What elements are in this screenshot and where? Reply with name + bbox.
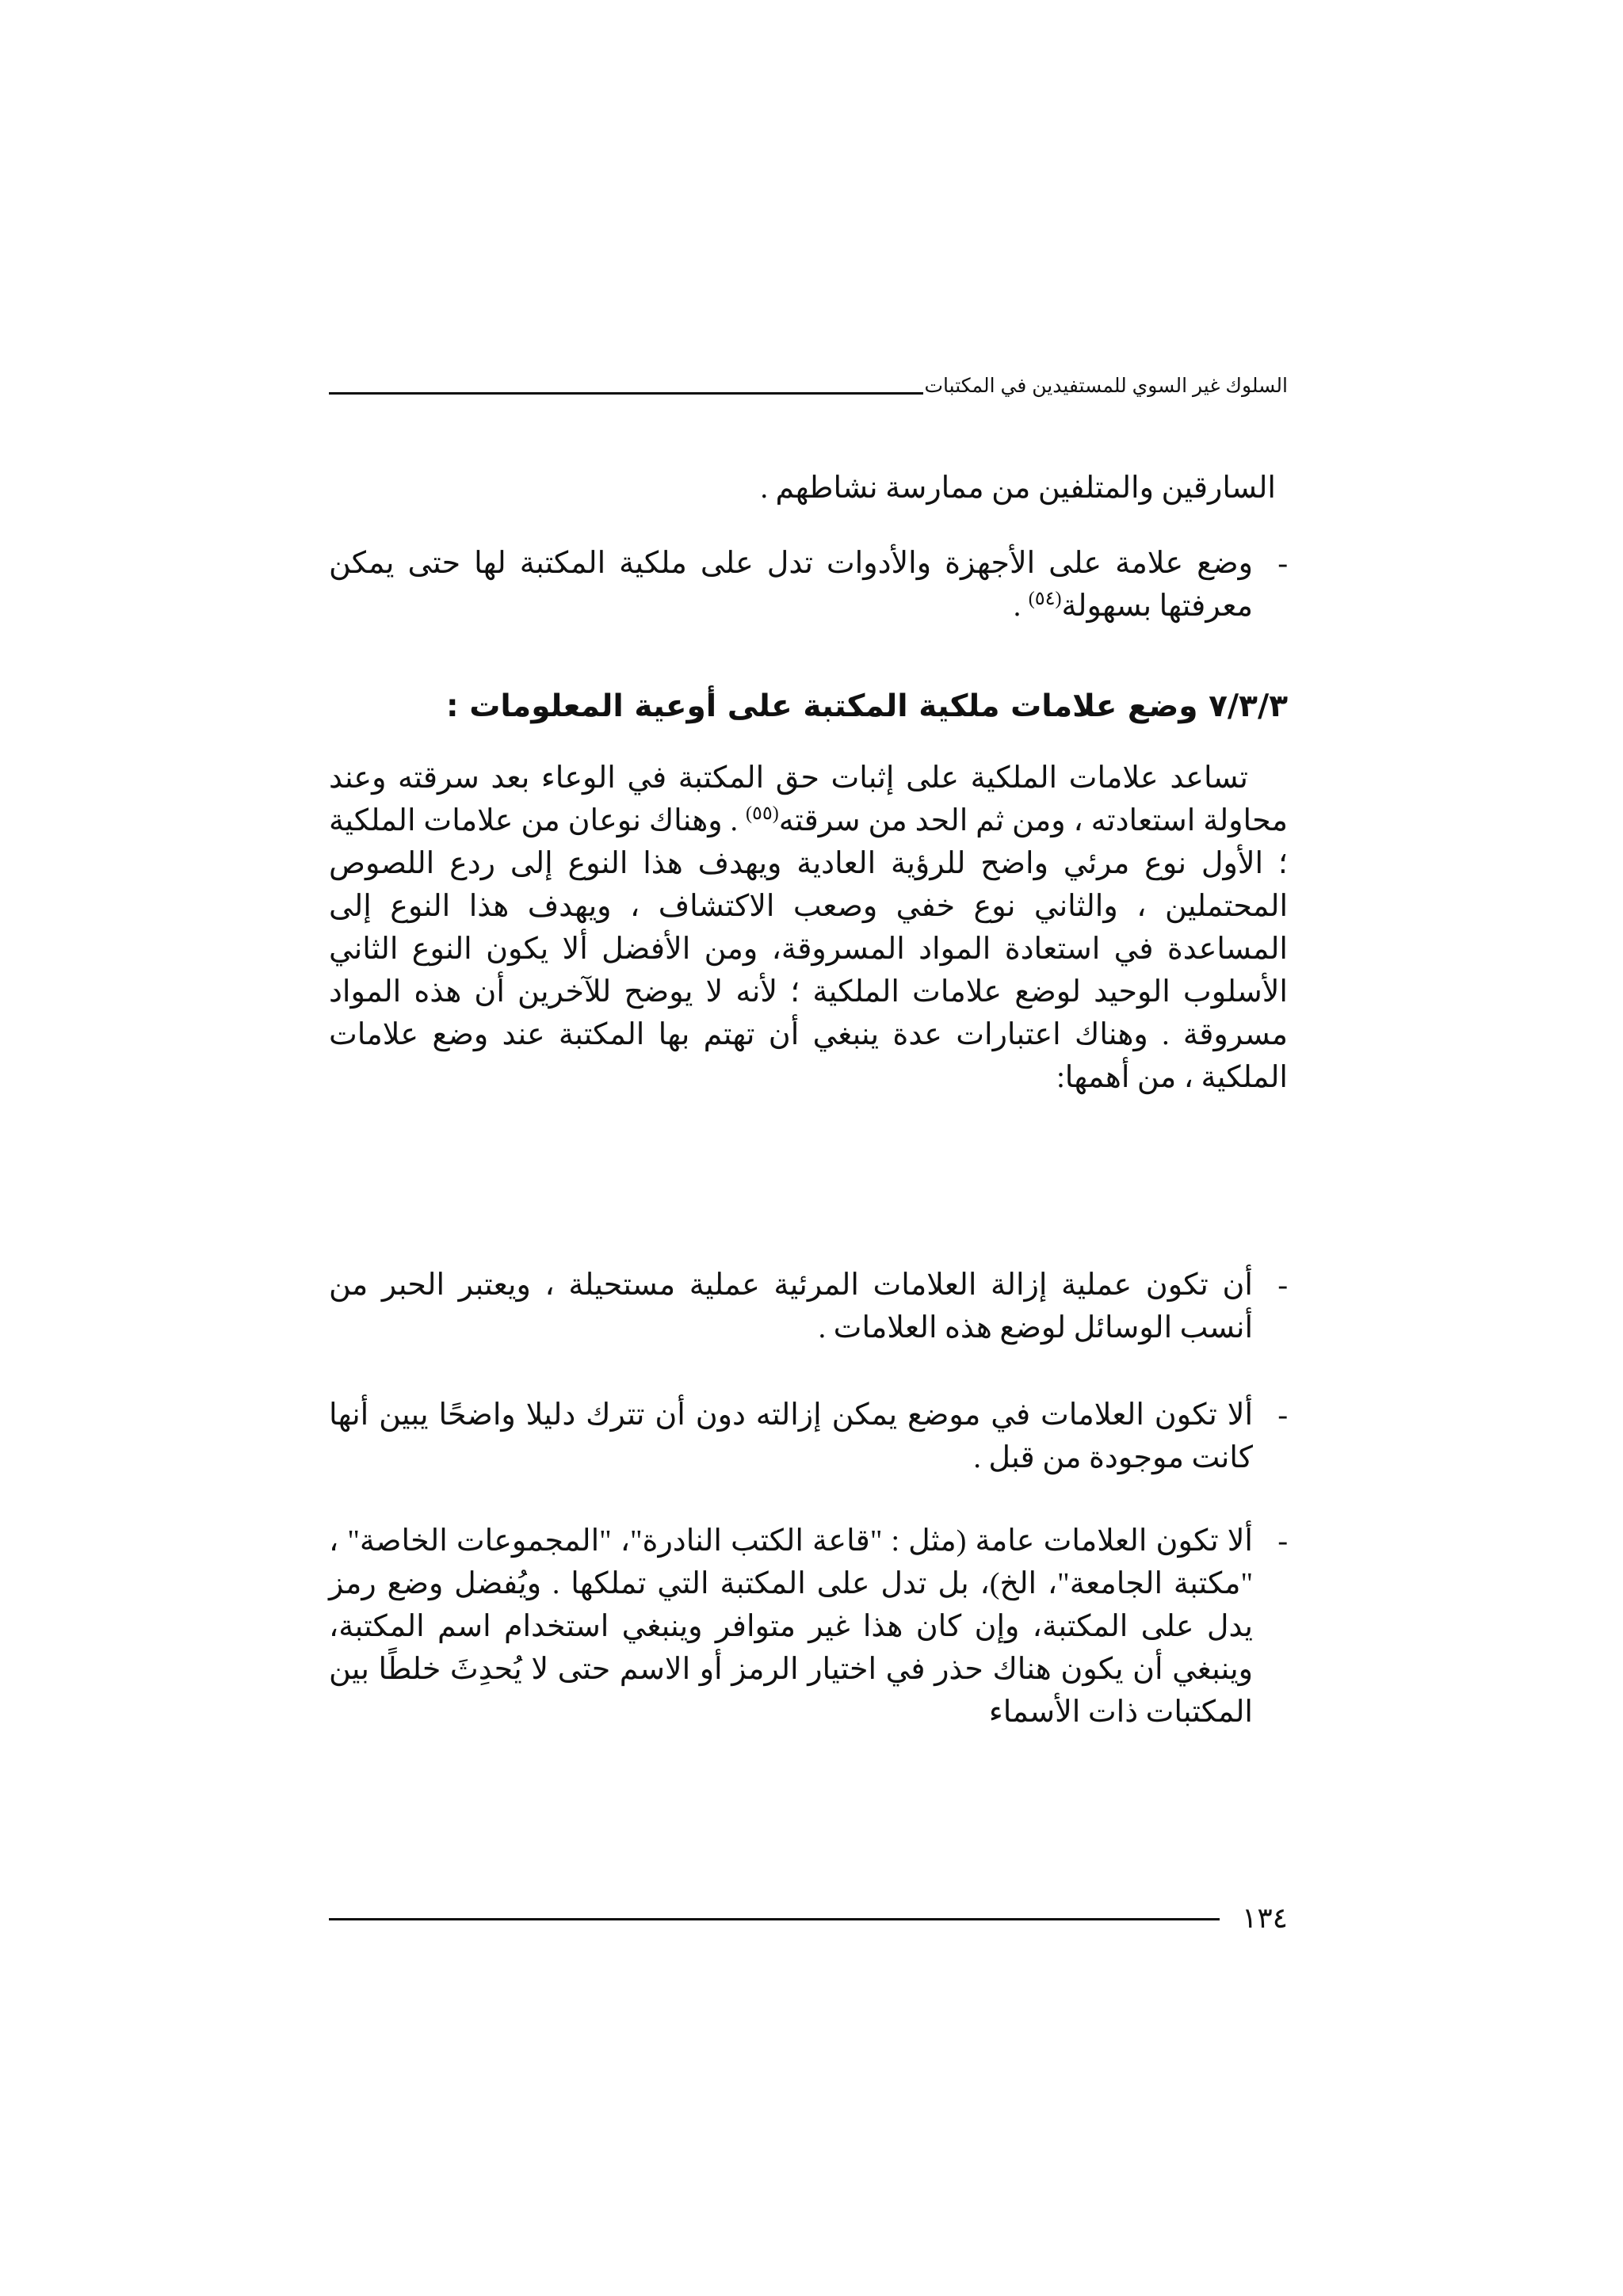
- bullet-dash: -: [1277, 1268, 1288, 1302]
- bullet-text-content: وضع علامة على الأجهزة والأدوات تدل على ملكية المكتبة لها حتى يمكن معرفتها بسهولة: [329, 547, 1253, 623]
- bullet-dash: -: [1277, 547, 1288, 580]
- bullet-dash: -: [1277, 1524, 1288, 1558]
- header-rule: [329, 392, 923, 395]
- bullet-text: ألا تكون العلامات عامة (مثل : "قاعة الكتب النادرة"، "المجموعات الخاصة" ، "مكتبة الجامعة"، الخ)، بل تدل على المكتبة التي تملكها . ويُفضل وضع رمز يدل على المكتبة، وإن كان هذا غير متوافر وينبغي استخدام اسم المكتبة، وينبغي أن يكون هناك حذر في اختيار الرمز أو الاسم حتى لا يُحدِثَ خلطًا بين المكتبات ذات الأسماء: [329, 1524, 1253, 1729]
- footer-rule: [329, 1918, 1220, 1920]
- bullet-text: أن تكون عملية إزالة العلامات المرئية عملية مستحيلة ، ويعتبر الحبر من أنسب الوسائل لوضع هذه العلامات .: [329, 1268, 1253, 1344]
- bullet-item-1: [329, 542, 1288, 627]
- bullet-text: ألا تكون العلامات في موضع يمكن إزالته دون أن تترك دليلا واضحًا يبين أنها كانت موجودة من قبل .: [329, 1398, 1253, 1474]
- section-heading: ٧/٣/٣ وضع علامات ملكية المكتبة على أوعية المعلومات :: [446, 688, 1288, 724]
- running-title: السلوك غير السوي للمستفيدين في المكتبات: [924, 375, 1288, 397]
- bullet-text: [329, 542, 1253, 627]
- page-number: ١٣٤: [1241, 1902, 1288, 1935]
- footnote-ref: (٥٤): [1028, 589, 1062, 609]
- bullet-item-2: [329, 1264, 1288, 1349]
- bullet-item-4: [329, 1520, 1288, 1733]
- footnote-ref: (٥٥): [745, 803, 779, 824]
- running-header: [329, 374, 1288, 398]
- paragraph-part-2: . وهناك نوعان من علامات الملكية ؛ الأول نوع مرئي واضح للرؤية العادية ويهدف هذا النوع إلى ردع اللصوص المحتملين ، والثاني نوع خفي وصعب الاكتشاف ، ويهدف هذا النوع إلى المساعدة في استعادة المواد المسروقة، ومن الأفضل ألا يكون النوع الثاني الأسلوب الوحيد لوضع علامات الملكية ؛ لأنه لا يوضح للآخرين أن هذه المواد مسروقة . وهناك اعتبارات عدة ينبغي أن تهتم بها المكتبة عند وضع علامات الملكية ، من أهمها:: [329, 804, 1288, 1094]
- page-footer: [329, 1903, 1288, 1935]
- continuation-line: السارقين والمتلفين من ممارسة نشاطهم .: [760, 471, 1276, 505]
- bullet-item-3: [329, 1394, 1288, 1479]
- body-paragraph: [329, 757, 1288, 1099]
- bullet-tail: .: [1013, 589, 1029, 623]
- bullet-dash: -: [1277, 1398, 1288, 1432]
- paragraph-part-1: تساعد علامات الملكية على إثبات حق المكتبة في الوعاء بعد سرقته وعند محاولة استعادته ، ومن ثم الحد من سرقته: [329, 761, 1288, 837]
